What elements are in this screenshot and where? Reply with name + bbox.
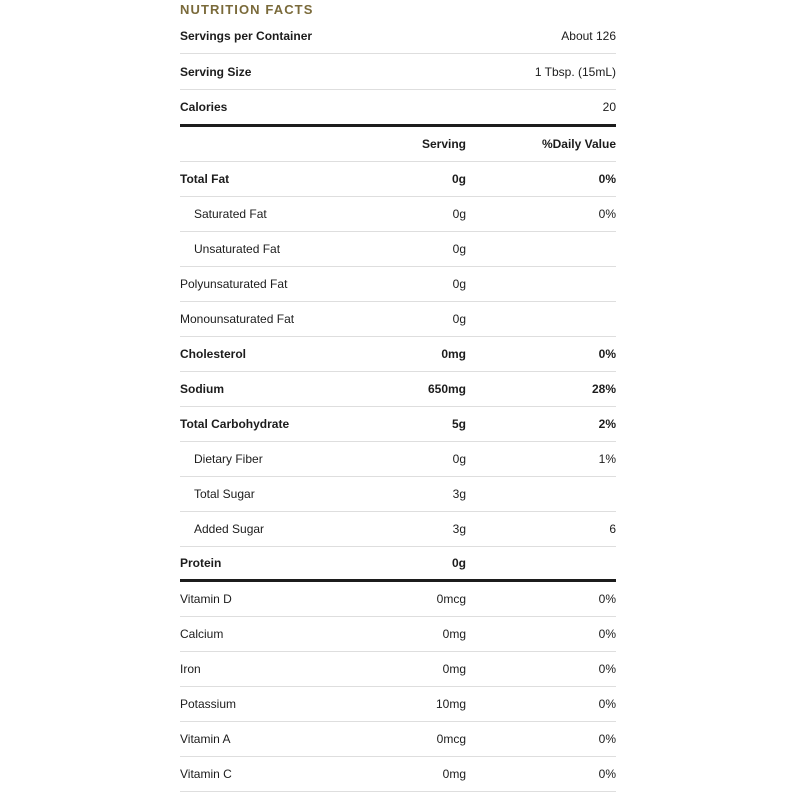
- nutrient-serving: 0g: [451, 172, 466, 186]
- table-row: [180, 687, 616, 722]
- nutrient-daily-value: 0%: [598, 347, 616, 361]
- vitamin-name: Potassium: [180, 697, 237, 711]
- nutrient-name: Protein: [180, 556, 222, 570]
- table-row: [180, 547, 616, 582]
- nutrition-facts-panel: [180, 0, 616, 792]
- servings-per-container-label: Servings per Container: [180, 28, 313, 43]
- nutrition-heading: NUTRITION FACTS: [180, 2, 314, 17]
- nutrient-serving: 650mg: [427, 382, 466, 396]
- table-row: [180, 757, 616, 792]
- calories-row: [180, 90, 616, 127]
- nutrient-name: Total Sugar: [194, 487, 255, 501]
- vitamin-name: Iron: [180, 662, 201, 676]
- nutrient-daily-value: 0%: [598, 207, 616, 221]
- serving-size-label: Serving Size: [180, 64, 252, 79]
- nutrient-name: Monounsaturated Fat: [180, 312, 295, 326]
- nutrient-daily-value: 6: [609, 522, 616, 536]
- table-row: [180, 302, 616, 337]
- vitamin-serving: 0mg: [442, 662, 466, 676]
- nutrient-name: Total Carbohydrate: [180, 417, 290, 431]
- nutrient-serving: 0g: [452, 277, 466, 291]
- nutrient-serving: 0g: [451, 556, 466, 570]
- table-row: [180, 512, 616, 547]
- table-row: [180, 162, 616, 197]
- vitamin-name: Vitamin C: [180, 767, 232, 781]
- servings-per-container-value: About 126: [561, 28, 616, 43]
- calories-value: 20: [602, 100, 616, 114]
- servings-per-container-row: [180, 18, 616, 54]
- column-header-row: [180, 127, 616, 162]
- table-row: [180, 582, 616, 617]
- vitamin-daily-value: 0%: [598, 697, 616, 711]
- vitamin-daily-value: 0%: [598, 732, 616, 746]
- nutrient-daily-value: 2%: [598, 417, 616, 431]
- nutrient-daily-value: 0%: [598, 172, 616, 186]
- table-row: [180, 617, 616, 652]
- nutrient-name: Total Fat: [180, 172, 230, 186]
- nutrient-serving: 3g: [452, 487, 466, 501]
- serving-column-header: Serving: [421, 137, 466, 151]
- nutrient-name: Unsaturated Fat: [194, 242, 281, 256]
- nutrient-name: Sodium: [180, 382, 224, 396]
- nutrient-daily-value: 28%: [591, 382, 616, 396]
- nutrient-serving: 3g: [452, 522, 466, 536]
- nutrient-serving: 0g: [452, 207, 466, 221]
- table-row: [180, 197, 616, 232]
- vitamin-name: Vitamin A: [180, 732, 231, 746]
- nutrient-serving: 0g: [452, 452, 466, 466]
- nutrient-name: Cholesterol: [180, 347, 247, 361]
- nutrient-daily-value: 1%: [598, 452, 616, 466]
- serving-size-row: [180, 54, 616, 90]
- nutrient-name: Dietary Fiber: [194, 452, 263, 466]
- vitamin-daily-value: 0%: [598, 592, 616, 606]
- table-row: [180, 722, 616, 757]
- nutrient-serving: 0mg: [441, 347, 466, 361]
- vitamin-name: Vitamin D: [180, 592, 232, 606]
- nutrient-serving: 5g: [451, 417, 466, 431]
- vitamin-serving: 0mg: [442, 767, 466, 781]
- vitamin-serving: 0mcg: [436, 592, 466, 606]
- vitamin-daily-value: 0%: [598, 767, 616, 781]
- vitamin-serving: 0mg: [442, 627, 466, 641]
- table-row: [180, 232, 616, 267]
- table-row: [180, 337, 616, 372]
- vitamin-serving: 10mg: [435, 697, 466, 711]
- vitamin-name: Calcium: [180, 627, 224, 641]
- nutrient-name: Added Sugar: [194, 522, 265, 536]
- table-row: [180, 267, 616, 302]
- table-row: [180, 442, 616, 477]
- vitamin-daily-value: 0%: [598, 627, 616, 641]
- table-row: [180, 652, 616, 687]
- vitamin-serving: 0mcg: [436, 732, 466, 746]
- vitamin-daily-value: 0%: [598, 662, 616, 676]
- table-row: [180, 372, 616, 407]
- nutrient-serving: 0g: [452, 242, 466, 256]
- calories-label: Calories: [180, 100, 228, 114]
- nutrient-name: Saturated Fat: [194, 207, 267, 221]
- nutrient-name: Polyunsaturated Fat: [180, 277, 288, 291]
- daily-value-column-header: %Daily Value: [541, 137, 616, 151]
- table-row: [180, 407, 616, 442]
- table-row: [180, 477, 616, 512]
- nutrient-serving: 0g: [452, 312, 466, 326]
- serving-size-value: 1 Tbsp. (15mL): [534, 64, 616, 79]
